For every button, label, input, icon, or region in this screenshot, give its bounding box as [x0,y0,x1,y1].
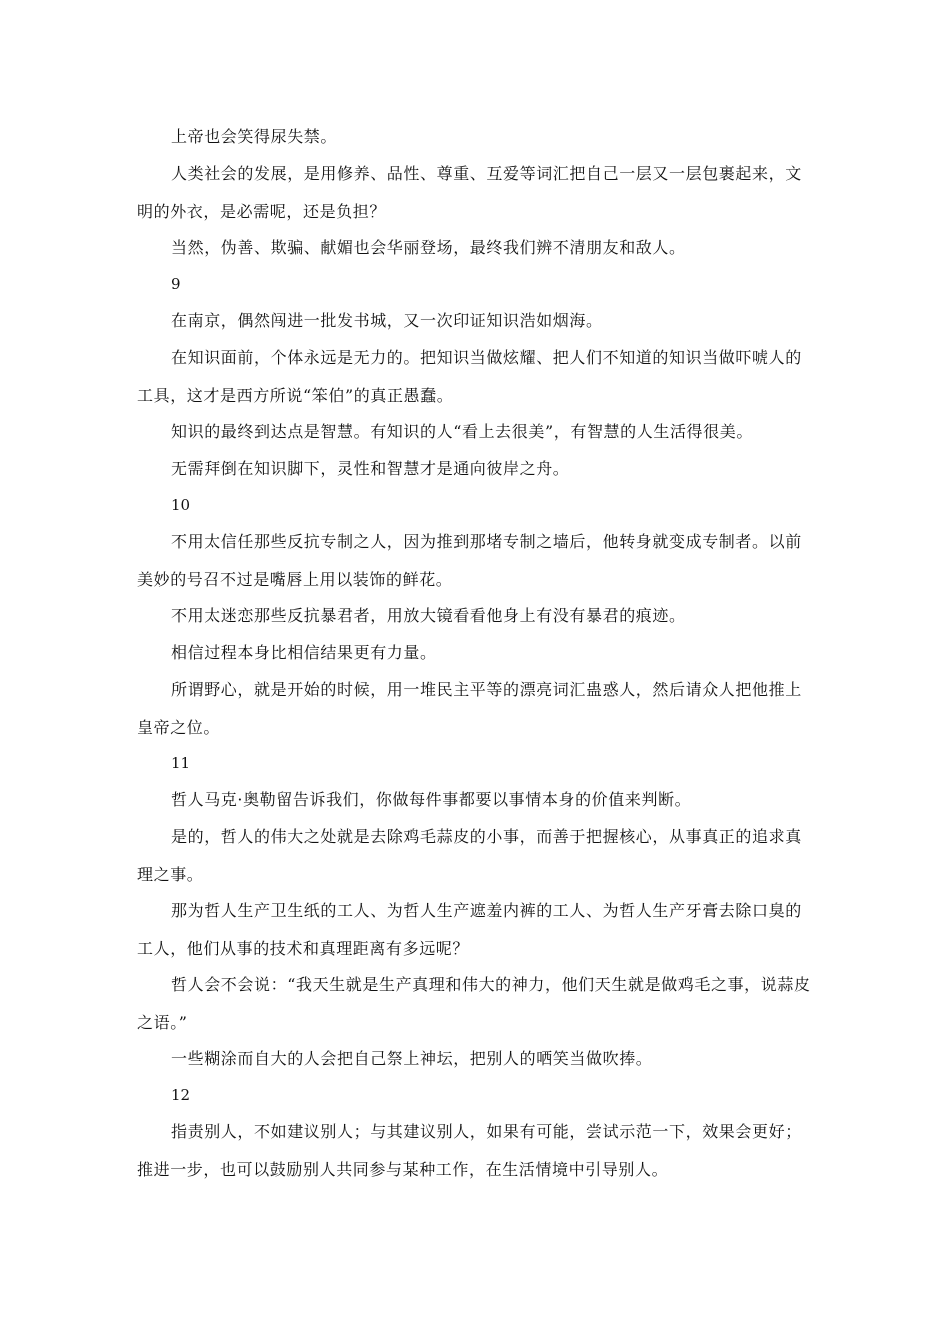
paragraph: 一些糊涂而自大的人会把自己祭上神坛，把别人的哂笑当做吹捧。 [171,1049,653,1068]
paragraph: 那为哲人生产卫生纸的工人、为哲人生产遮羞内裤的工人、为哲人生产牙膏去除口臭的工人，他们从事的技术和真理距离有多远呢？ [137,901,802,958]
body-text [137,118,817,1187]
section-number: 9 [171,275,181,293]
paragraph: 哲人会不会说：“我天生就是生产真理和伟大的神力，他们天生就是做鸡毛之事，说蒜皮之语。” [137,975,811,1032]
section-number: 12 [171,1086,191,1104]
paragraph: 上帝也会笑得尿失禁。 [171,127,338,146]
paragraph: 所谓野心，就是开始的时候，用一堆民主平等的漂亮词汇蛊惑人，然后请众人把他推上皇帝之位。 [137,680,802,737]
paragraph: 人类社会的发展，是用修养、品性、尊重、互爱等词汇把自己一层又一层包裹起来，文明的外衣，是必需呢，还是负担？ [137,164,802,221]
paragraph: 哲人马克·奥勒留告诉我们，你做每件事都要以事情本身的价值来判断。 [171,790,692,809]
paragraph: 不用太信任那些反抗专制之人，因为推到那堵专制之墙后，他转身就变成专制者。以前美妙的号召不过是嘴唇上用以装饰的鲜花。 [137,532,802,589]
paragraph: 是的，哲人的伟大之处就是去除鸡毛蒜皮的小事，而善于把握核心，从事真正的追求真理之事。 [137,827,802,884]
paragraph: 相信过程本身比相信结果更有力量。 [171,643,437,662]
paragraph: 知识的最终到达点是智慧。有知识的人“看上去很美”，有智慧的人生活得很美。 [171,422,753,441]
paragraph: 指责别人，不如建议别人；与其建议别人，如果有可能，尝试示范一下，效果会更好；推进一步，也可以鼓励别人共同参与某种工作，在生活情境中引导别人。 [137,1122,802,1179]
paragraph: 无需拜倒在知识脚下，灵性和智慧才是通向彼岸之舟。 [171,459,570,478]
paragraph: 在南京，偶然闯进一批发书城，又一次印证知识浩如烟海。 [171,311,603,330]
section-number: 10 [171,496,191,514]
section-number: 11 [171,754,191,772]
paragraph: 在知识面前，个体永远是无力的。把知识当做炫耀、把人们不知道的知识当做吓唬人的工具，这才是西方所说“笨伯”的真正愚蠢。 [137,348,802,405]
paragraph: 当然，伪善、欺骗、献媚也会华丽登场，最终我们辨不清朋友和敌人。 [171,238,686,257]
paragraph: 不用太迷恋那些反抗暴君者，用放大镜看看他身上有没有暴君的痕迹。 [171,606,686,625]
